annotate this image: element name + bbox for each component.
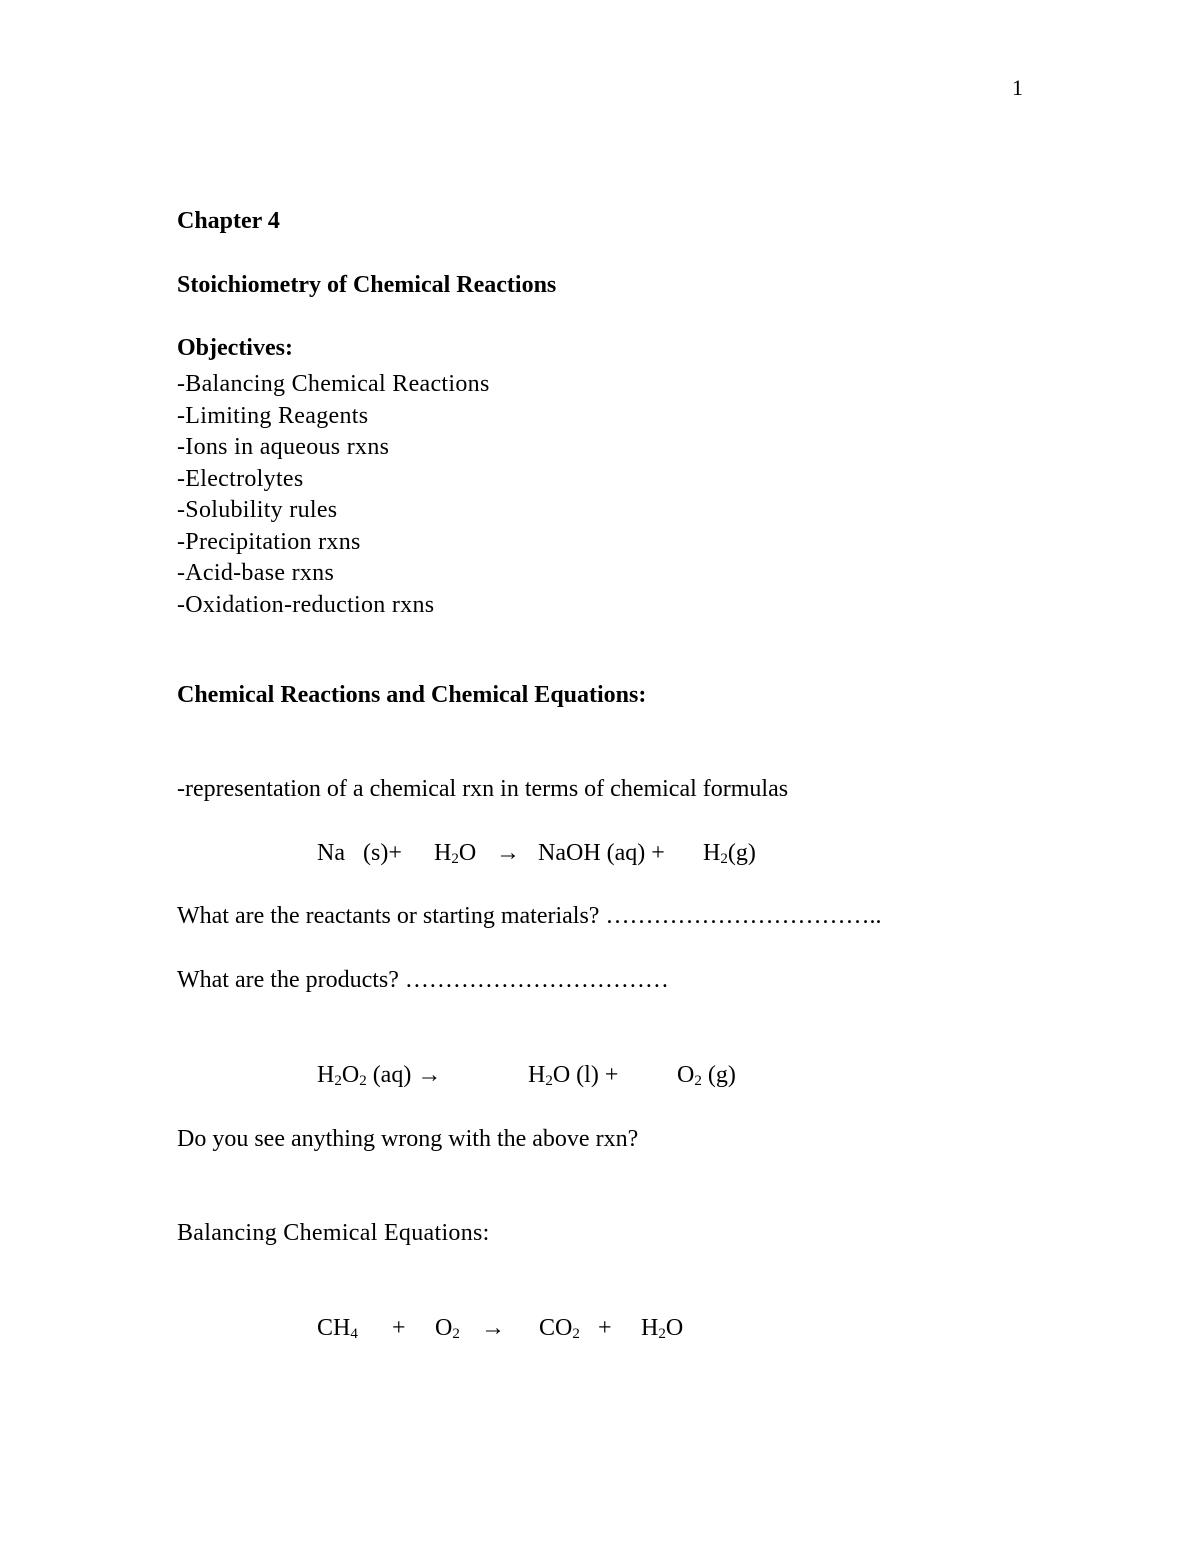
objective-item: -Limiting Reagents <box>177 402 369 429</box>
eq3-plus2: + <box>598 1315 612 1341</box>
objective-item: -Solubility rules <box>177 497 338 523</box>
section-heading-balancing: Balancing Chemical Equations: <box>177 1220 490 1246</box>
eq1-water <box>434 841 476 865</box>
eq3-o: O <box>435 1315 453 1341</box>
eq3-ch: CH <box>317 1315 351 1341</box>
eq1-h-sub: 2 <box>451 851 459 867</box>
question-reactants-text: What are the reactants or starting materials? <box>177 903 600 929</box>
eq1-na: Na <box>317 840 345 866</box>
eq2-p2-state: (g) <box>707 1062 736 1088</box>
question-products <box>177 968 669 992</box>
eq3-methane <box>317 1316 358 1340</box>
objective-item: -Precipitation rxns <box>177 528 361 555</box>
eq1-h2-sub: 2 <box>720 851 728 867</box>
eq2-reactant <box>317 1063 441 1087</box>
objective-item: -Oxidation-reduction rxns <box>177 591 435 618</box>
eq1-hydrogen <box>703 841 756 865</box>
eq3-arrow: → <box>481 1315 505 1341</box>
eq1-arrow: → <box>496 840 520 866</box>
eq2-o-sub: 2 <box>359 1073 367 1089</box>
eq3-h: H <box>641 1315 659 1341</box>
eq1-h: H <box>434 840 452 866</box>
question-products-blank: …………………………… <box>404 967 669 993</box>
eq3-h-sub: 2 <box>658 1326 666 1342</box>
eq3-water <box>641 1316 683 1340</box>
eq2-state: (aq) → <box>372 1062 442 1088</box>
chapter-heading: Chapter 4 <box>177 208 280 234</box>
eq1-h2-state: (g) <box>727 840 756 866</box>
eq2-product-oxygen <box>677 1063 736 1087</box>
equation-sodium-water <box>0 841 1200 871</box>
section-heading-reactions: Chemical Reactions and Chemical Equations: <box>177 682 647 708</box>
question-reactants <box>177 904 881 928</box>
eq1-naoh: NaOH (aq) + <box>538 840 665 866</box>
page-number: 1 <box>1012 75 1023 100</box>
eq2-p1-rest: O (l) + <box>552 1062 619 1088</box>
definition-text: -representation of a chemical rxn in terms of chemical formulas <box>177 776 789 802</box>
objective-item: -Balancing Chemical Reactions <box>177 371 490 397</box>
objectives-list <box>177 369 490 621</box>
eq3-o-sub: 2 <box>452 1326 460 1342</box>
eq1-na-state: (s)+ <box>363 840 402 866</box>
eq2-product-water <box>528 1063 618 1087</box>
eq2-p1-sub: 2 <box>545 1073 553 1089</box>
eq3-ch-sub: 4 <box>350 1326 358 1342</box>
objective-item: -Acid-base rxns <box>177 560 335 586</box>
question-reactants-blank: …………………………….. <box>605 903 882 929</box>
eq1-h2: H <box>703 840 721 866</box>
eq2-p1-h: H <box>528 1062 546 1088</box>
question-wrong: Do you see anything wrong with the above rxn? <box>177 1126 639 1152</box>
objective-item: -Electrolytes <box>177 465 304 492</box>
eq2-h-sub: 2 <box>334 1073 342 1089</box>
eq2-h: H <box>317 1062 335 1088</box>
eq1-o: O <box>458 840 477 866</box>
objective-item: -Ions in aqueous rxns <box>177 434 390 460</box>
eq3-co: CO <box>539 1315 573 1341</box>
eq3-plus1: + <box>392 1315 406 1341</box>
equation-peroxide <box>0 1063 1200 1093</box>
eq2-p2-o: O <box>677 1062 695 1088</box>
eq3-h-rest: O <box>665 1315 684 1341</box>
question-products-text: What are the products? <box>177 967 399 993</box>
eq3-oxygen <box>435 1316 460 1340</box>
document-title: Stoichiometry of Chemical Reactions <box>177 272 557 298</box>
eq3-co2 <box>539 1316 580 1340</box>
eq2-o: O <box>341 1062 360 1088</box>
equation-methane <box>0 1316 1200 1346</box>
objectives-heading: Objectives: <box>177 335 293 361</box>
eq2-p2-sub: 2 <box>694 1073 702 1089</box>
eq3-co-sub: 2 <box>572 1326 580 1342</box>
